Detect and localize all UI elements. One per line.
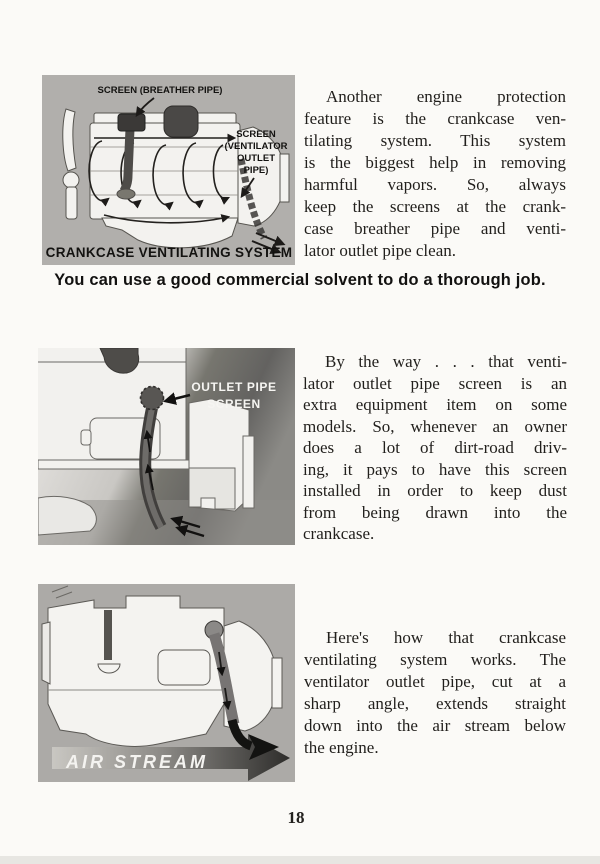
crankcase-diagram [42, 75, 295, 265]
screen-ball [141, 387, 164, 410]
text-line: By the way . . . that venti- [325, 352, 567, 371]
air-stream-label: AIR STREAM [66, 752, 208, 772]
figure1-caption: CRANKCASE VENTILATING SYSTEM [45, 245, 293, 260]
text-line: does a lot of dirt-road driv- [303, 438, 567, 457]
svg-text:OUTLET PIPE: OUTLET PIPE [191, 380, 277, 394]
air-stream-diagram [38, 584, 295, 782]
outlet-pipe-diagram [38, 348, 295, 545]
figure-crankcase-ventilating-system [42, 75, 295, 265]
text-line: crankcase. [303, 524, 375, 543]
svg-text:(VENTILATOR: (VENTILATOR [224, 141, 288, 152]
text-line: Another engine protection [326, 87, 566, 106]
figure-air-stream [38, 584, 295, 782]
solvent-caption: You can use a good commercial solvent to do a thorough job. [54, 271, 546, 289]
breather-pipe-label: SCREEN (BREATHER PIPE) [97, 85, 223, 96]
text-line: sharp angle, extends straight [304, 694, 566, 713]
oil-filler-cap [164, 106, 198, 137]
figure-outlet-pipe-screen [38, 348, 295, 545]
text-line: lator outlet pipe screen is an [303, 373, 567, 393]
text-line: ventilator outlet pipe, cut at a [304, 672, 566, 691]
text-line: harmful vapors. So, always [304, 175, 566, 194]
text-line: the engine. [304, 738, 379, 757]
text-line: down into the air stream below [304, 716, 566, 735]
text-line: installed in order to keep dust [303, 481, 567, 500]
svg-text:SCREEN: SCREEN [236, 129, 276, 140]
text-line: models. So, whenever an owner [303, 416, 567, 436]
paragraph-extra-equipment [303, 351, 567, 545]
text-line: ing, it pays to have this screen [303, 459, 567, 479]
page-number: 18 [287, 808, 305, 827]
text-line: keep the screens at the crank- [304, 197, 566, 216]
text-line: case breather pipe and venti- [304, 219, 566, 238]
text-line: ventilating system works. The [304, 650, 566, 669]
text-line: Here's how that crankcase [326, 628, 566, 647]
text-line: from being drawn into the [303, 502, 567, 522]
text-line: tilating system. This system [304, 131, 566, 150]
text-line: lator outlet pipe clean. [304, 241, 456, 260]
svg-text:SCREEN: SCREEN [207, 397, 261, 411]
text-line: extra equipment item on some [303, 395, 567, 414]
paragraph-engine-protection [304, 86, 566, 262]
svg-text:OUTLET: OUTLET [237, 153, 275, 164]
text-line: is the biggest help in removing [304, 153, 566, 172]
page-bottom-edge [0, 856, 600, 864]
paragraph-how-it-works [304, 627, 566, 759]
svg-text:PIPE): PIPE) [243, 165, 269, 176]
text-line: feature is the crankcase ven- [304, 109, 566, 128]
